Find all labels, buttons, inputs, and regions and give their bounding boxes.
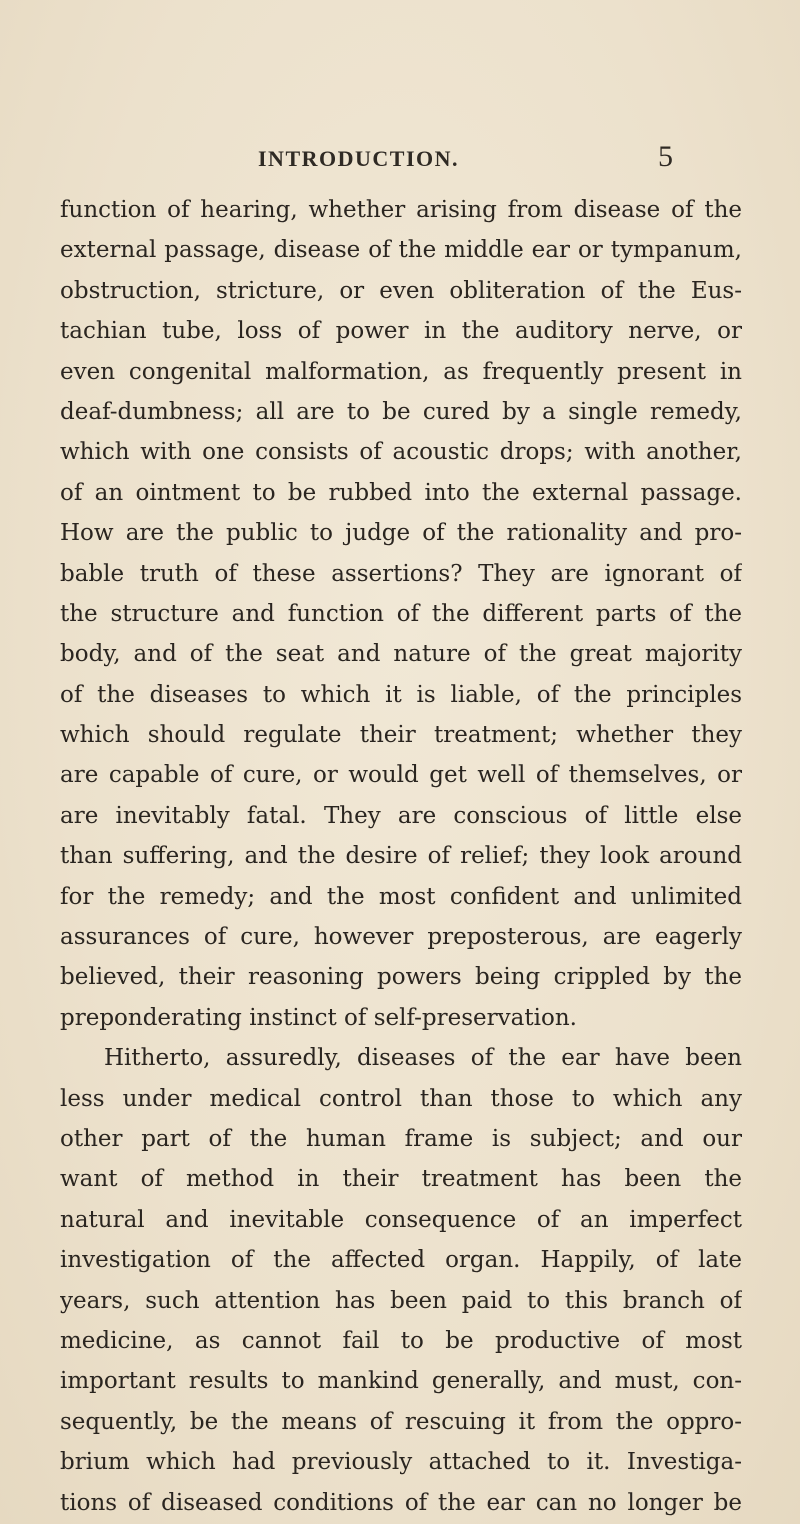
text-line: deaf-dumbness; all are to be cured by a single remedy, — [60, 398, 742, 425]
text-line: less under medical control than those to which any — [60, 1085, 742, 1112]
text-line: medicine, as cannot fail to be productive of most — [60, 1327, 742, 1354]
text-line: which with one consists of acoustic drops; with another, — [60, 439, 742, 466]
text-line: How are the public to judge of the rationality and pro- — [60, 520, 742, 547]
running-head-title: INTRODUCTION. — [258, 146, 460, 171]
text-line: function of hearing, whether arising from disease of the — [60, 197, 742, 223]
text-line: which should regulate their treatment; whether they — [60, 722, 742, 749]
text-line: external passage, disease of the middle ear or tympanum, — [60, 237, 742, 264]
text-line: of the diseases to which it is liable, of the principles — [60, 681, 742, 708]
text-line: are capable of cure, or would get well of themselves, or — [60, 762, 742, 789]
text-line: tachian tube, loss of power in the auditory nerve, or — [60, 318, 742, 345]
running-head — [0, 140, 800, 180]
text-line: of an ointment to be rubbed into the external passage. — [60, 479, 742, 506]
text-line: other part of the human frame is subject; and our — [60, 1125, 742, 1152]
text-line: sequently, be the means of rescuing it from the oppro- — [60, 1408, 742, 1435]
text-line: even congenital malformation, as frequently present in — [60, 358, 742, 385]
text-line: obstruction, stricture, or even obliteration of the Eus- — [60, 277, 742, 304]
text-line: for the remedy; and the most confident and unlimited — [60, 883, 742, 910]
text-line: the structure and function of the different parts of the — [60, 600, 742, 627]
text-line: years, such attention has been paid to this branch of — [60, 1287, 742, 1314]
page-number: 5 — [658, 140, 673, 173]
text-line: natural and inevitable consequence of an imperfect — [60, 1206, 742, 1233]
text-line: preponderating instinct of self-preservation. — [60, 1004, 577, 1031]
text-line: are inevitably fatal. They are conscious of little else — [60, 802, 742, 829]
body-text — [60, 190, 742, 1523]
text-line: than suffering, and the desire of relief; they look around — [60, 843, 742, 870]
text-line: body, and of the seat and nature of the great majority — [60, 641, 742, 668]
text-line: brium which had previously attached to it. Investiga- — [60, 1449, 742, 1476]
text-line: believed, their reasoning powers being crippled by the — [60, 964, 742, 991]
text-line: tions of diseased conditions of the ear can no longer be — [60, 1489, 742, 1516]
text-line: assurances of cure, however preposterous, are eagerly — [60, 924, 742, 951]
text-line: want of method in their treatment has been the — [60, 1166, 742, 1193]
text-line: Hitherto, assuredly, diseases of the ear have been — [104, 1045, 742, 1072]
text-line: bable truth of these assertions? They are ignorant of — [60, 560, 742, 587]
text-line: important results to mankind generally, and must, con- — [60, 1368, 742, 1395]
text-line: investigation of the affected organ. Happily, of late — [60, 1247, 742, 1274]
